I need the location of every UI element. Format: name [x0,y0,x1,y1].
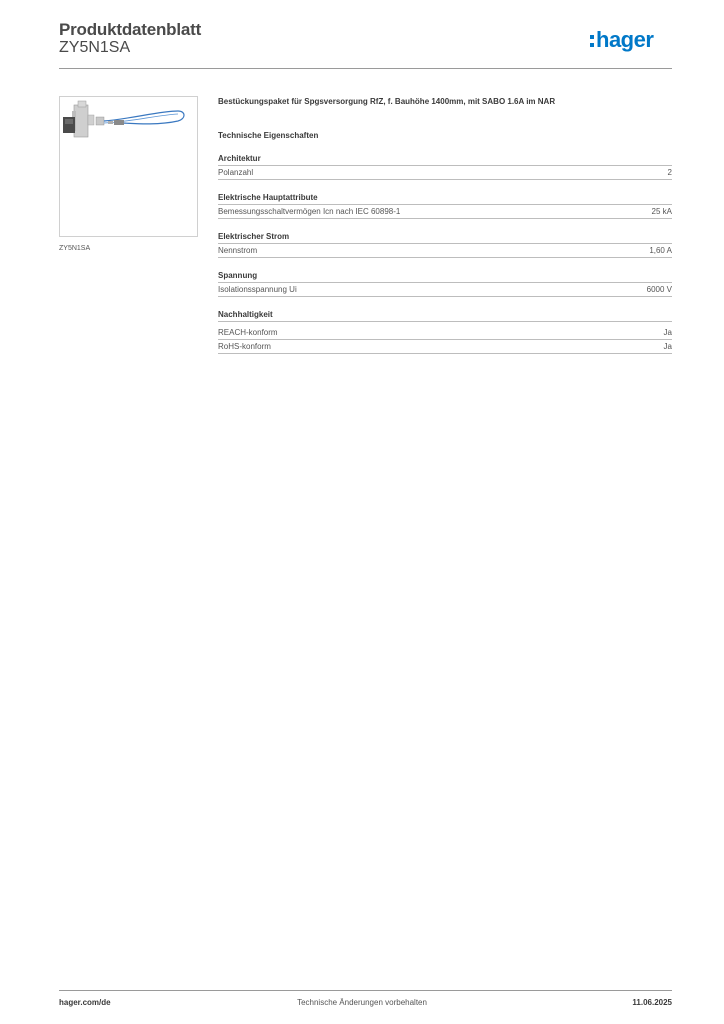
section-heading: Technische Eigenschaften [218,131,319,140]
property-label: RoHS-konform [218,342,271,351]
property-row [218,244,672,258]
property-row [218,166,672,180]
image-caption: ZY5N1SA [59,245,91,252]
property-row [218,205,672,219]
property-value: 2 [667,168,672,177]
hager-logo [590,26,674,54]
group-title: Architektur [218,153,672,166]
footer-notice: Technische Änderungen vorbehalten [297,998,427,1007]
property-row [218,326,672,340]
property-label: Bemessungsschaltvermögen Icn nach IEC 60898-1 [218,207,401,216]
property-label: Isolationsspannung Ui [218,285,297,294]
product-description: Bestückungspaket für Spgsversorgung RfZ, f. Bauhöhe 1400mm, mit SABO 1.6A im NAR [218,97,556,106]
property-group-spannung [218,270,672,297]
product-content [218,96,672,354]
property-label: REACH-konform [218,328,278,337]
header-divider [59,68,672,69]
property-group-nachhaltigkeit [218,309,672,354]
property-group-elektrischer-strom [218,231,672,258]
property-row [218,283,672,297]
property-value: Ja [663,342,672,351]
property-value: 25 kA [651,207,672,216]
footer-date: 11.06.2025 [632,998,672,1007]
property-value: 1,60 A [649,246,672,255]
svg-text:hager: hager [596,27,654,52]
page-title: Produktdatenblatt [59,20,202,39]
property-label: Nennstrom [218,246,258,255]
group-title: Spannung [218,270,672,283]
group-title: Nachhaltigkeit [218,309,672,322]
property-group-elektrische-hauptattribute [218,192,672,219]
footer-website-link[interactable]: hager.com/de [59,998,111,1007]
property-group-architektur [218,153,672,180]
property-value: 6000 V [646,285,672,294]
property-value: Ja [663,328,672,337]
group-title: Elektrische Hauptattribute [218,192,672,205]
product-code: ZY5N1SA [59,39,131,56]
group-title: Elektrischer Strom [218,231,672,244]
product-image [59,96,198,237]
property-label: Polanzahl [218,168,254,177]
property-row [218,340,672,354]
footer-divider [59,990,672,991]
